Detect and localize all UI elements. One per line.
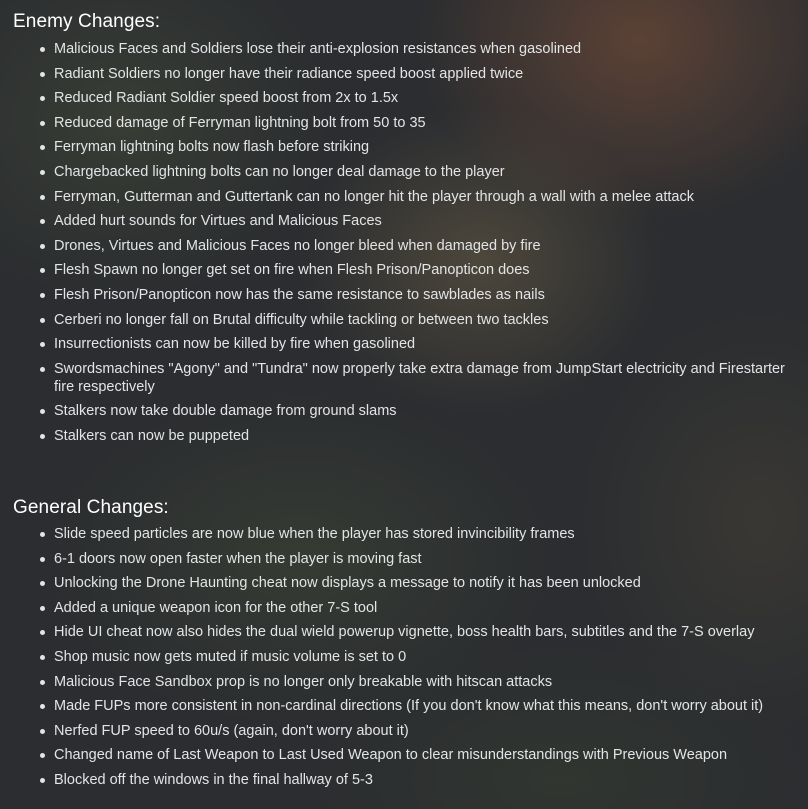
change-item: Added hurt sounds for Virtues and Malicious Faces bbox=[0, 212, 808, 230]
change-item: Drones, Virtues and Malicious Faces no longer bleed when damaged by fire bbox=[0, 237, 808, 255]
change-item: Stalkers can now be puppeted bbox=[0, 427, 808, 445]
change-item: Slide speed particles are now blue when the player has stored invincibility frames bbox=[0, 525, 808, 543]
change-item: Reduced Radiant Soldier speed boost from 2x to 1.5x bbox=[0, 89, 808, 107]
change-item: Made FUPs more consistent in non-cardinal directions (If you don't know what this means, don't worry about it) bbox=[0, 697, 808, 715]
change-item: Reduced damage of Ferryman lightning bolt from 50 to 35 bbox=[0, 114, 808, 132]
change-item: Insurrectionists can now be killed by fire when gasolined bbox=[0, 335, 808, 353]
change-item: Hide UI cheat now also hides the dual wield powerup vignette, boss health bars, subtitles and the 7-S overlay bbox=[0, 623, 808, 641]
general-changes-list bbox=[0, 525, 808, 796]
change-item: Chargebacked lightning bolts can no longer deal damage to the player bbox=[0, 163, 808, 181]
change-item: Ferryman, Gutterman and Guttertank can no longer hit the player through a wall with a melee attack bbox=[0, 188, 808, 206]
change-item: Malicious Face Sandbox prop is no longer only breakable with hitscan attacks bbox=[0, 673, 808, 691]
change-item: Cerberi no longer fall on Brutal difficulty while tackling or between two tackles bbox=[0, 311, 808, 329]
enemy-changes-list bbox=[0, 40, 808, 452]
change-item: 6-1 doors now open faster when the player is moving fast bbox=[0, 550, 808, 568]
general-changes-heading: General Changes: bbox=[13, 497, 169, 518]
change-item: Blocked off the windows in the final hallway of 5-3 bbox=[0, 771, 808, 789]
change-item: Added a unique weapon icon for the other 7-S tool bbox=[0, 599, 808, 617]
change-item: Shop music now gets muted if music volume is set to 0 bbox=[0, 648, 808, 666]
change-item: Malicious Faces and Soldiers lose their anti-explosion resistances when gasolined bbox=[0, 40, 808, 58]
change-item: Unlocking the Drone Haunting cheat now displays a message to notify it has been unlocked bbox=[0, 574, 808, 592]
change-item: Ferryman lightning bolts now flash before striking bbox=[0, 138, 808, 156]
change-item: Flesh Prison/Panopticon now has the same resistance to sawblades as nails bbox=[0, 286, 808, 304]
change-item: Radiant Soldiers no longer have their radiance speed boost applied twice bbox=[0, 65, 808, 83]
change-item: Nerfed FUP speed to 60u/s (again, don't worry about it) bbox=[0, 722, 808, 740]
change-item: Stalkers now take double damage from ground slams bbox=[0, 402, 808, 420]
change-item: Changed name of Last Weapon to Last Used Weapon to clear misunderstandings with Previous Weapon bbox=[0, 746, 808, 764]
change-item: Swordsmachines "Agony" and "Tundra" now properly take extra damage from JumpStart electricity and Firestarter fire respectively bbox=[0, 360, 808, 396]
change-item: Flesh Spawn no longer get set on fire when Flesh Prison/Panopticon does bbox=[0, 261, 808, 279]
enemy-changes-heading: Enemy Changes: bbox=[13, 11, 161, 32]
